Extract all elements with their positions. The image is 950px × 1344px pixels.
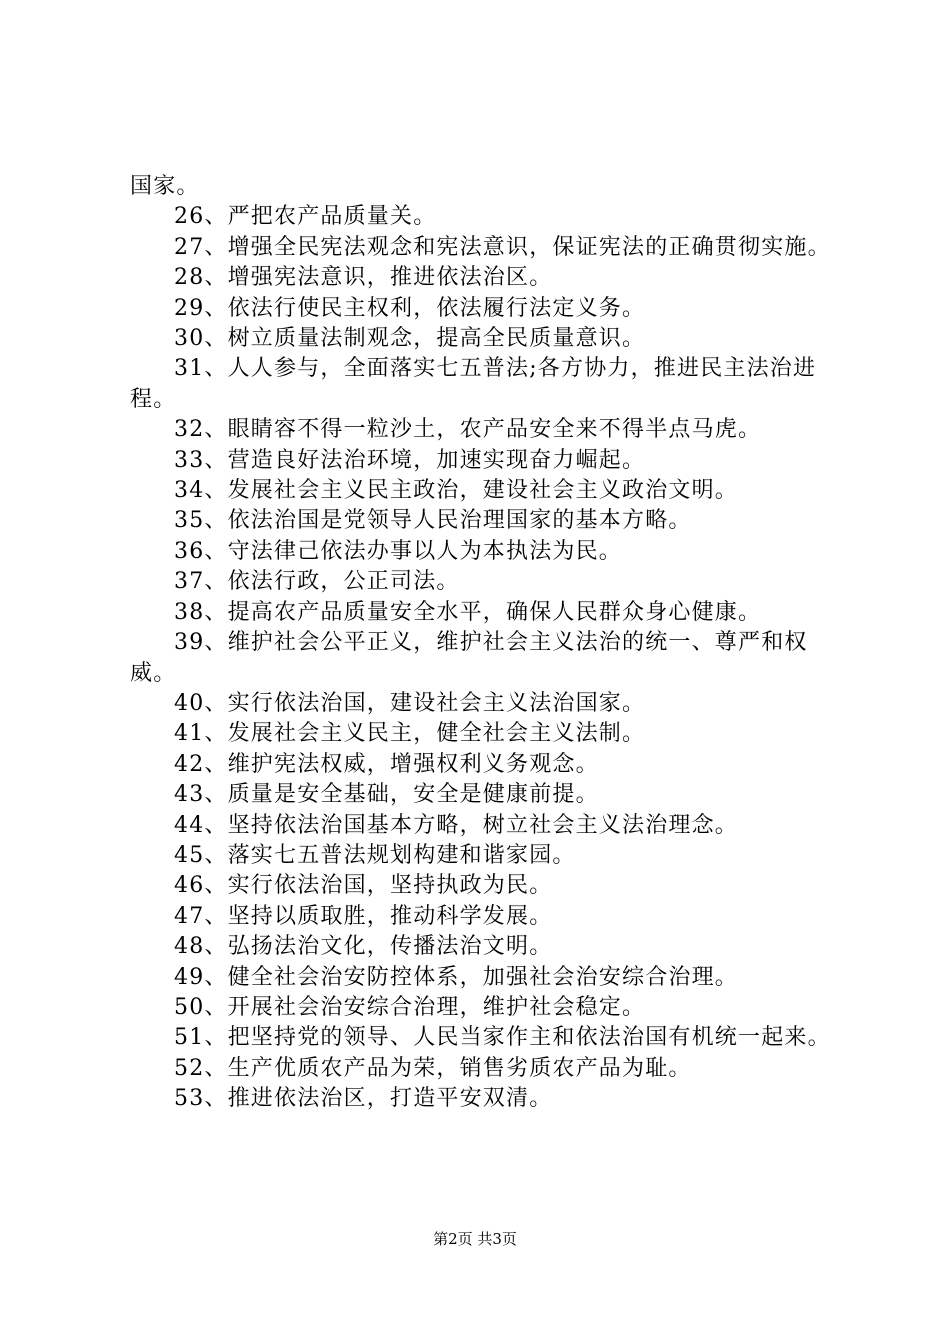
slogan-item: 44、坚持依法治国基本方略，树立社会主义法治理念。 [174,812,738,838]
slogan-item: 29、依法行使民主权利，依法履行法定义务。 [174,295,646,321]
slogan-item: 53、推进依法治区，打造平安双清。 [174,1086,553,1112]
slogan-item: 26、严把农产品质量关。 [174,204,437,230]
slogan-item: 28、增强宪法意识，推进依法治区。 [174,265,553,291]
slogan-item: 32、眼睛容不得一粒沙土，农产品安全来不得半点马虎。 [174,417,762,443]
slogan-item: 31、人人参与，全面落实七五普法;各方协力，推进民主法治进程。 [130,356,817,412]
slogan-item: 35、依法治国是党领导人民治理国家的基本方略。 [174,508,692,534]
slogan-item: 52、生产优质农产品为荣，销售劣质农产品为耻。 [174,1055,692,1081]
slogan-item: 30、树立质量法制观念，提高全民质量意识。 [174,326,646,352]
slogan-list [130,202,835,1114]
page-footer: 第2页 共3页 [433,1230,517,1248]
slogan-item: 33、营造良好法治环境，加速实现奋力崛起。 [174,447,646,473]
slogan-item: 39、维护社会公平正义，维护社会主义法治的统一、尊严和权威。 [130,630,808,686]
slogan-item: 40、实行依法治国，建设社会主义法治国家。 [174,690,646,716]
slogan-item: 45、落实七五普法规划构建和谐家园。 [174,842,576,868]
slogan-item: 51、把坚持党的领导、人民当家作主和依法治国有机统一起来。 [174,1025,831,1051]
slogan-item: 42、维护宪法权威，增强权利义务观念。 [174,751,599,777]
slogan-item: 34、发展社会主义民主政治，建设社会主义政治文明。 [174,478,738,504]
slogan-item: 46、实行依法治国，坚持执政为民。 [174,873,553,899]
slogan-item: 27、增强全民宪法观念和宪法意识，保证宪法的正确贯彻实施。 [174,234,831,260]
continuation-line: 国家。 [130,174,200,199]
slogan-item: 50、开展社会治安综合治理，维护社会稳定。 [174,994,646,1020]
document-body [130,172,835,1115]
slogan-item: 38、提高农产品质量安全水平，确保人民群众身心健康。 [174,599,762,625]
slogan-item: 43、质量是安全基础，安全是健康前提。 [174,782,599,808]
slogan-item: 47、坚持以质取胜，推动科学发展。 [174,903,553,929]
slogan-item: 48、弘扬法治文化，传播法治文明。 [174,934,553,960]
slogan-item: 36、守法律己依法办事以人为本执法为民。 [174,538,622,564]
slogan-item: 49、健全社会治安防控体系，加强社会治安综合治理。 [174,964,738,990]
slogan-item: 41、发展社会主义民主，健全社会主义法制。 [174,721,646,747]
slogan-item: 37、依法行政，公正司法。 [174,569,460,595]
